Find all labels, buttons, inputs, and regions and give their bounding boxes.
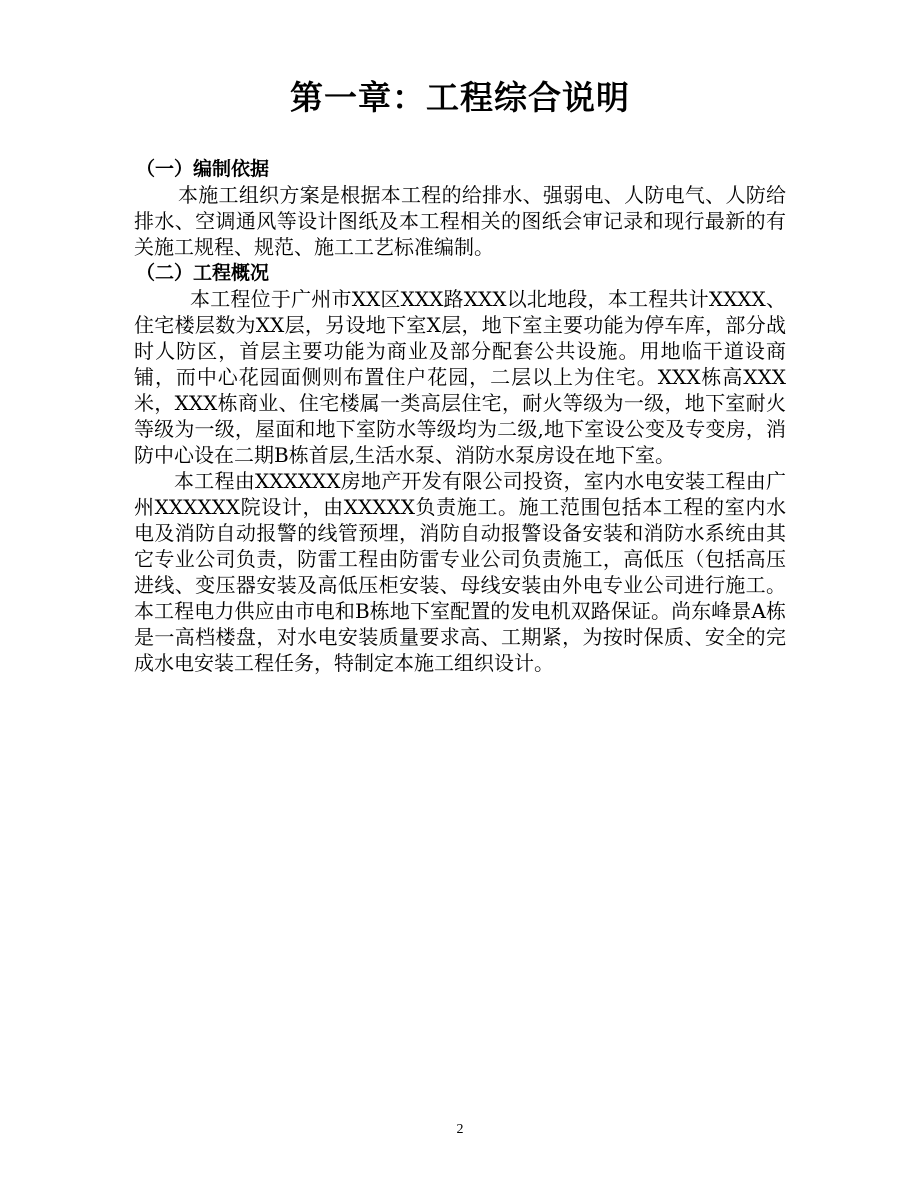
document-body (134, 156, 786, 676)
paragraph-overview-scope: 本工程由XXXXXX房地产开发有限公司投资，室内水电安装工程由广州XXXXXX院设计，由XXXXX负责施工。施工范围包括本工程的室内水电及消防自动报警的线管预埋，消防自动报警设备安装和消防水系统由其它专业公司负责，防雷工程由防雷专业公司负责施工，高低压（包括高压进线、变压器安装及高低压柜安装、母线安装由外电专业公司进行施工。本工程电力供应由市电和B栋地下室配置的发电机双路保证。尚东峰景A栋是一高档楼盘，对水电安装质量要求高、工期紧，为按时保质、安全的完成水电安装工程任务，特制定本施工组织设计。 (134, 469, 786, 675)
paragraph-overview-location: 本工程位于广州市XX区XXX路XXX以北地段，本工程共计XXXX、住宅楼层数为XX层，另设地下室X层，地下室主要功能为停车库，部分战时人防区，首层主要功能为商业及部分配套公共设施。用地临干道设商铺，而中心花园面侧则布置住户花园，二层以上为住宅。XXX栋高XXX米，XXX栋商业、住宅楼属一类高层住宅，耐火等级为一级，地下室耐火等级为一级，屋面和地下室防水等级均为二级,地下室设公变及专变房，消防中心设在二期B栋首层,生活水泵、消防水泵房设在地下室。 (134, 287, 786, 467)
chapter-title: 第一章：工程综合说明 (290, 78, 630, 117)
paragraph-basis: 本施工组织方案是根据本工程的给排水、强弱电、人防电气、人防给排水、空调通风等设计图纸及本工程相关的图纸会审记录和现行最新的有关施工规程、规范、施工工艺标准编制。 (134, 183, 786, 259)
section-heading-basis: （一）编制依据 (136, 158, 270, 180)
page-number: 2 (456, 1122, 464, 1137)
section-heading-overview: （二）工程概况 (136, 262, 270, 284)
